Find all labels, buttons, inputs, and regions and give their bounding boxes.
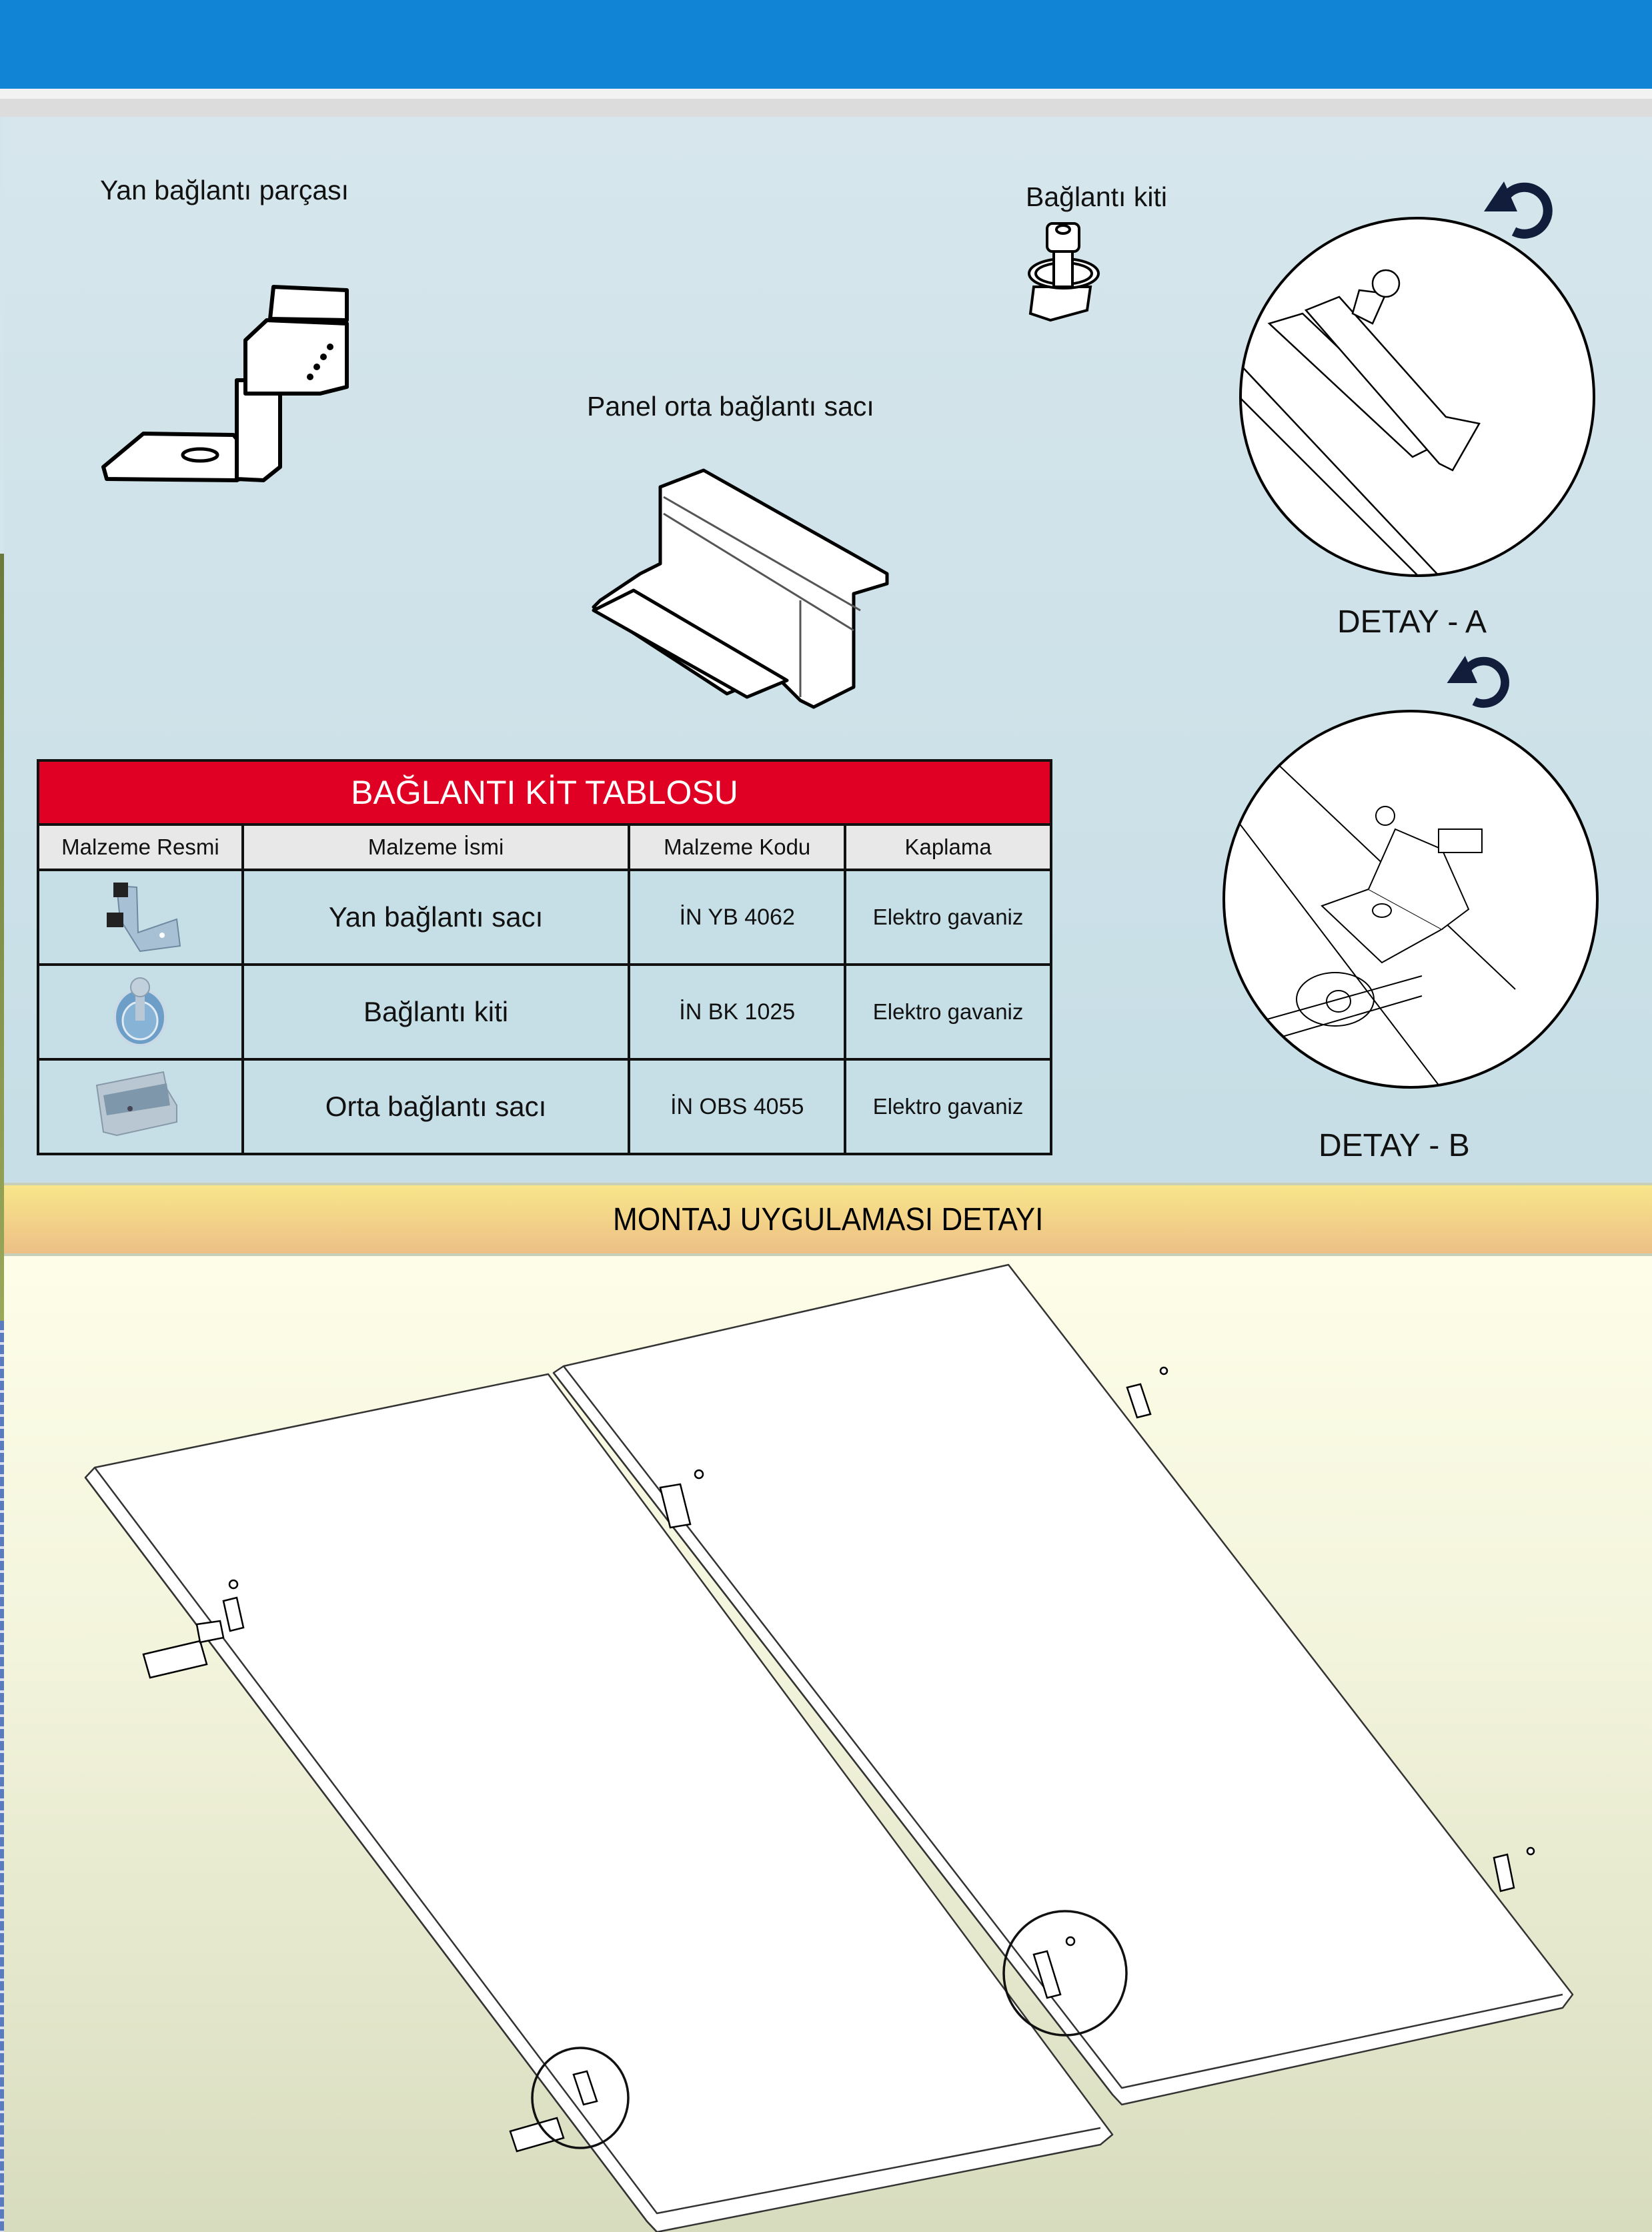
column-header-name: Malzeme İsmi: [243, 824, 630, 870]
column-header-coating: Kaplama: [845, 824, 1051, 870]
rotate-counterclockwise-icon: [1444, 648, 1511, 712]
table-title: BAĞLANTI KİT TABLOSU: [38, 760, 1051, 824]
item-code: İN OBS 4055: [629, 1059, 845, 1154]
column-header-code: Malzeme Kodu: [629, 824, 845, 870]
connection-kit-photo-cell: [38, 965, 243, 1059]
panel-mid-plate-drawing: [574, 467, 894, 714]
detail-a-circle: [1239, 217, 1595, 577]
detail-b-label: DETAY - B: [1319, 1128, 1470, 1163]
connection-kit-photo: [90, 974, 190, 1047]
header-shadow-strip: [0, 99, 1652, 117]
item-coating: Elektro gavaniz: [845, 965, 1051, 1059]
solar-panel-assembly-drawing: [0, 1256, 1652, 2232]
middle-plate-photo: [90, 1069, 190, 1142]
assembly-detail-banner: [4, 1183, 1652, 1256]
banner-title: MONTAJ UYGULAMASI DETAYI: [612, 1201, 1044, 1237]
side-plate-photo: [90, 879, 190, 953]
connection-kit-drawing: [1024, 220, 1104, 327]
table-row: [38, 870, 1051, 965]
connection-kit-label: Bağlantı kiti: [1026, 181, 1167, 212]
panel-mid-plate-label: Panel orta bağlantı sacı: [587, 391, 874, 422]
side-bracket-drawing: [100, 267, 353, 487]
middle-plate-photo-cell: [38, 1059, 243, 1154]
table-row: [38, 1059, 1051, 1154]
header-divider: [0, 89, 1652, 99]
table-row: [38, 965, 1051, 1059]
table-header-row: [38, 824, 1051, 870]
item-coating: Elektro gavaniz: [845, 1059, 1051, 1154]
side-bracket-label: Yan bağlantı parçası: [100, 175, 349, 205]
connection-kit-table: [37, 759, 1052, 1155]
item-code: İN BK 1025: [629, 965, 845, 1059]
item-name: Yan bağlantı sacı: [243, 870, 630, 965]
item-coating: Elektro gavaniz: [845, 870, 1051, 965]
detail-b-circle: [1222, 709, 1599, 1089]
item-code: İN YB 4062: [629, 870, 845, 965]
top-header-bar: [0, 0, 1652, 89]
side-plate-photo-cell: [38, 870, 243, 965]
column-header-image: Malzeme Resmi: [38, 824, 243, 870]
detail-a-label: DETAY - A: [1337, 604, 1487, 640]
item-name: Orta bağlantı sacı: [243, 1059, 630, 1154]
item-name: Bağlantı kiti: [243, 965, 630, 1059]
